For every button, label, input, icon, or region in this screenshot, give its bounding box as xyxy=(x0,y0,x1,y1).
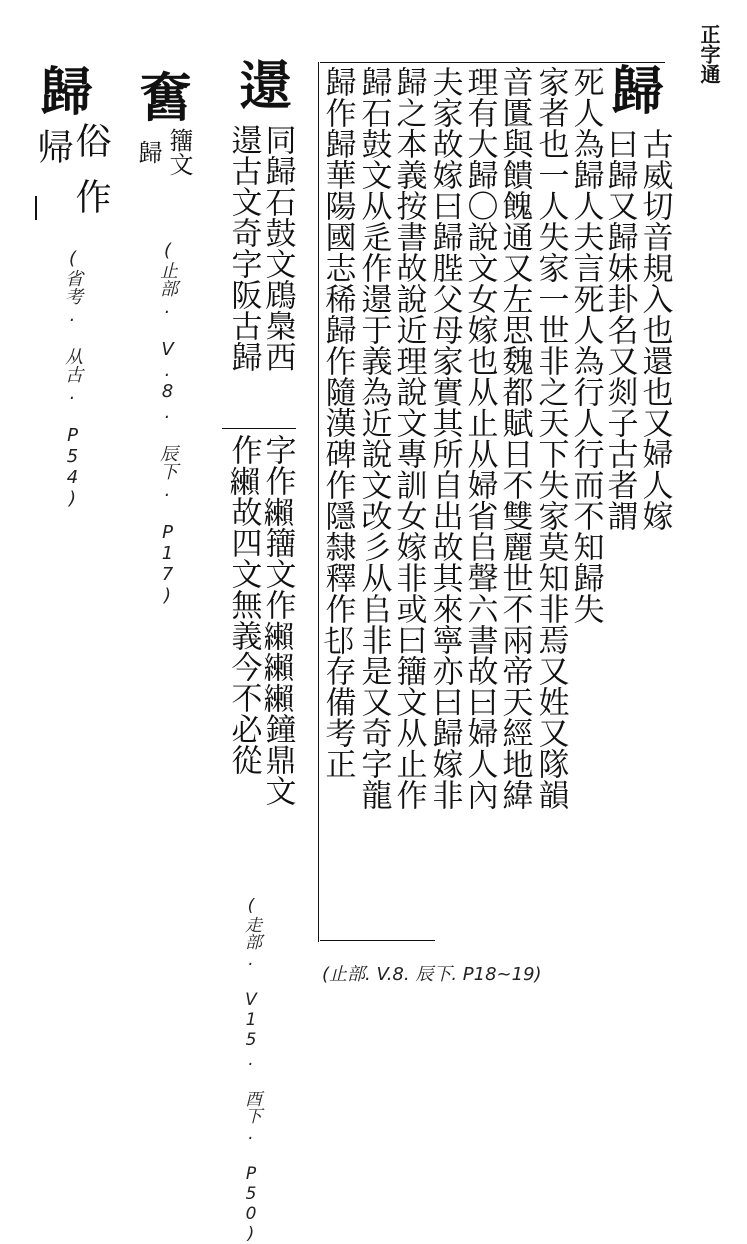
main-sub-line-1: 古威切音規入也還也又婦人嫁 xyxy=(636,128,673,531)
second-mid-rule xyxy=(222,428,296,429)
main-head-char: 歸 xyxy=(602,63,663,115)
second-top-line-1: 同歸石鼓文䲿䲷西 xyxy=(259,124,296,372)
entry-divider-vertical xyxy=(318,62,319,942)
second-source-note: (走部. V15. 酉下. P50) xyxy=(241,896,261,1244)
main-bottom-rule xyxy=(320,940,435,941)
main-body-line-5: 夫家故嫁曰歸䏶父母家實其所自出故其來寧亦曰歸嫁非 xyxy=(426,66,463,810)
main-body-line-4: 理有大歸〇說文女嫁也从止从婦省𠂤聲六書故曰婦人內 xyxy=(461,66,498,810)
second-head-char: 𨗈 xyxy=(230,58,291,110)
second-bottom-line-2: 作𦇛故四文無義今不必從 xyxy=(225,434,262,775)
main-body-line-3: 音匱與饋餽通又左思魏都賦日不雙麗世不兩帝天經地緯 xyxy=(496,66,533,810)
main-body-line-1: 死人為歸人夫言死人為行人行而不知歸失 xyxy=(567,66,604,624)
fourth-line-a: 俗 xyxy=(70,122,111,158)
main-source-note: (止部. V.8. 辰下. P18~19) xyxy=(322,964,542,985)
third-line-b: 歸 xyxy=(134,140,162,164)
fourth-head-char: 歸 xyxy=(31,64,92,116)
third-line-a: 籒文 xyxy=(165,128,193,176)
main-body-line-7: 歸石鼓文从辵作𨗈于義為近說文改彡从𠂤非是又奇字龍 xyxy=(355,66,392,810)
fourth-line-b: 作 xyxy=(70,178,111,214)
main-body-line-2: 家者也一人失家一世非之天下失家莫知非焉又姓又隊韻 xyxy=(532,66,569,810)
third-head-char: 𡚒 xyxy=(130,70,191,122)
column-divider-rule xyxy=(320,62,665,63)
fourth-short-mark xyxy=(35,196,37,220)
fourth-source-note: (省考. 从古. P54) xyxy=(62,248,83,509)
main-body-line-6: 歸之本義按書故說近理說文專訓女嫁非或曰籒文从止作 xyxy=(390,66,427,810)
main-body-line-8: 歸作歸華陽國志稀歸作隨漢碑作隱隸釋作𨙲存備考正 xyxy=(319,66,356,779)
fourth-line-c: 帰 xyxy=(32,128,73,164)
second-top-line-2: 𨗈古文奇字阪古歸 xyxy=(225,124,262,372)
main-sub-line-2: 曰歸又歸妹卦名又剡子古者謂 xyxy=(601,128,638,531)
book-title: 正字通 xyxy=(697,24,721,84)
third-source-note: (止部. V.8. 辰下. P17) xyxy=(157,240,178,606)
second-bottom-line-1: 字作𦇛籒文作𦇛𦇛𦇛鐘鼎文 xyxy=(259,434,296,806)
